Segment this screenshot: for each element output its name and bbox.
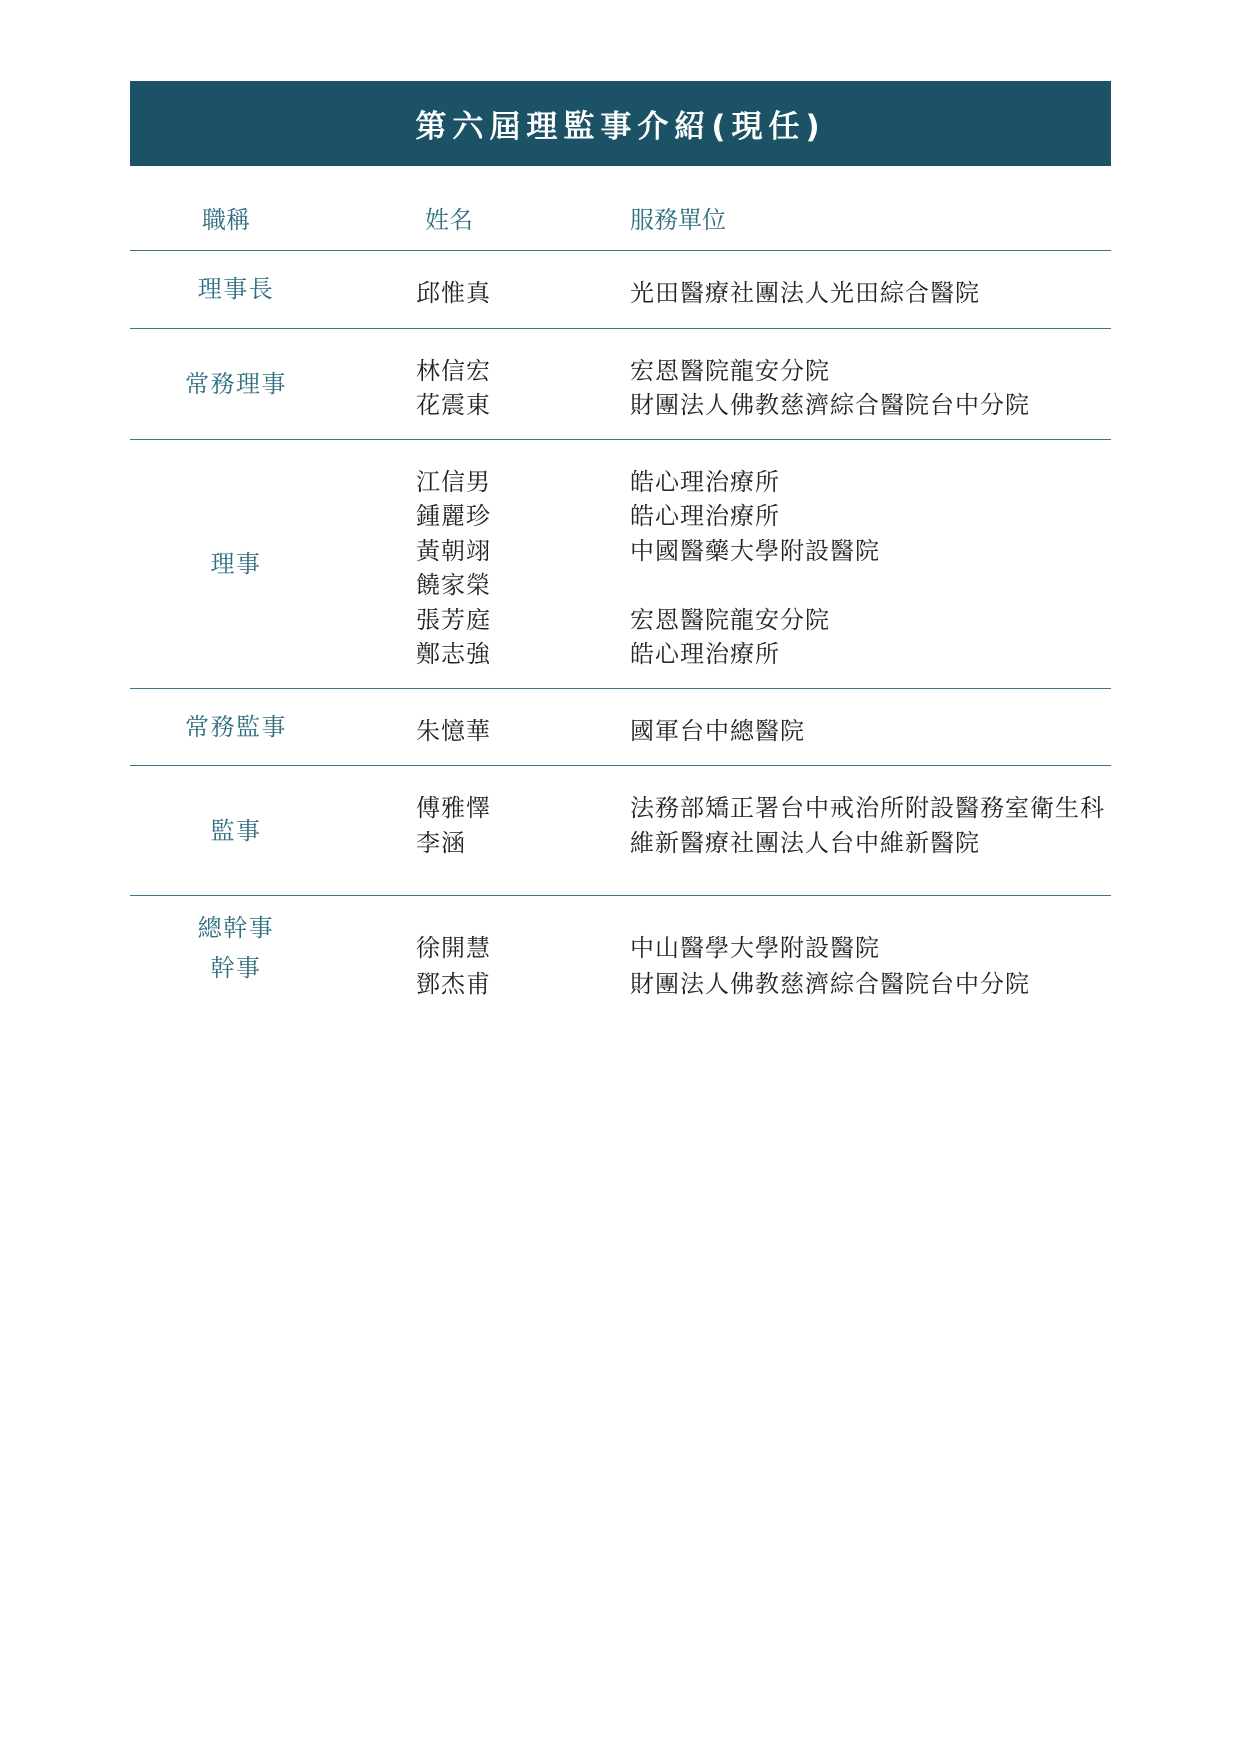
table-row [130,251,1111,329]
member-organization: 法務部矯正署台中戒治所附設醫務室衛生科 [630,794,1105,822]
member-name: 花震東 [416,391,491,419]
table-row [130,689,1111,767]
member-organization: 皓心理治療所 [630,640,780,668]
member-name: 張芳庭 [416,605,491,634]
table-header [130,166,1111,251]
position-title: 幹事 [210,954,262,982]
member-organization: 宏恩醫院龍安分院 [630,356,830,385]
member-name: 黃朝翊 [416,536,491,565]
member-entry [130,711,1111,746]
member-entry [130,964,1111,1000]
member-entry [130,928,1111,964]
member-entry [130,496,1111,531]
table-row [130,329,1111,440]
member-entry [130,273,1111,308]
position-title: 理事 [210,549,262,578]
member-name: 傅雅懌 [416,794,491,822]
position-title: 監事 [210,816,262,845]
header-title: 職稱 [202,206,250,234]
member-entry [130,823,1111,858]
member-organization: 皓心理治療所 [630,502,780,530]
member-organization: 宏恩醫院龍安分院 [630,605,830,634]
member-entry [130,385,1111,420]
table-row [130,766,1111,896]
member-name: 朱憶華 [416,716,491,745]
member-entry [130,600,1111,635]
table-row [130,440,1111,689]
board-members-table [130,166,1111,1000]
member-name: 鍾麗珍 [416,502,491,530]
member-name: 江信男 [416,467,491,496]
member-entry [130,565,1111,600]
member-organization: 光田醫療社團法人光田綜合醫院 [630,279,980,307]
position-title: 常務理事 [185,369,287,398]
member-organization: 中國醫藥大學附設醫院 [630,536,880,565]
member-organization: 皓心理治療所 [630,467,780,496]
member-entry [130,634,1111,669]
table-row [130,896,1111,1000]
position-title: 總幹事 [197,914,275,942]
member-entry [130,531,1111,566]
member-name: 鄧杰甫 [416,970,491,998]
header-org: 服務單位 [630,206,726,234]
member-name: 林信宏 [416,356,491,385]
member-entry [130,351,1111,386]
page-title: 第六屆理監事介紹(現任) [415,109,826,145]
member-name: 鄭志強 [416,640,491,668]
member-organization: 國軍台中總醫院 [630,716,805,745]
member-organization: 中山醫學大學附設醫院 [630,934,880,962]
member-name: 李涵 [416,828,466,857]
member-entry [130,462,1111,497]
table-body [130,251,1111,1000]
position-title: 常務監事 [185,712,287,741]
member-entry [130,788,1111,823]
member-organization: 維新醫療社團法人台中維新醫院 [630,828,980,857]
member-name: 邱惟真 [416,279,491,307]
title-banner [130,81,1111,166]
member-organization: 財團法人佛教慈濟綜合醫院台中分院 [630,970,1030,998]
member-organization: 財團法人佛教慈濟綜合醫院台中分院 [630,391,1030,419]
member-name: 饒家榮 [416,571,491,599]
member-name: 徐開慧 [416,934,491,962]
header-name: 姓名 [425,206,473,234]
position-title: 理事長 [197,275,275,304]
